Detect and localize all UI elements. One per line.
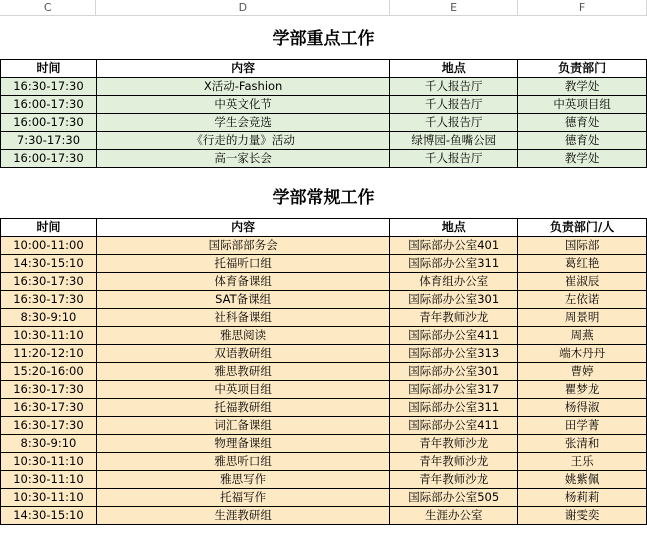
cell-owner[interactable]: 周景明 [518,309,647,327]
cell-location[interactable]: 国际部办公室311 [390,255,518,273]
cell-content[interactable]: 国际部部务会 [96,237,389,255]
cell-content[interactable]: SAT备课组 [96,291,389,309]
cell-location[interactable]: 绿博园-鱼嘴公园 [390,132,518,150]
cell-content[interactable]: 词汇备课组 [96,417,389,435]
column-header-e[interactable]: E [390,0,518,16]
table-row [1,150,647,168]
cell-owner[interactable]: 姚紫佩 [518,471,647,489]
cell-time[interactable]: 10:30-11:10 [1,471,97,489]
table-row [1,237,647,255]
table-row [1,489,647,507]
header-time[interactable]: 时间 [1,219,97,237]
table-row [1,453,647,471]
table-row [1,417,647,435]
cell-owner[interactable]: 谢雯奕 [518,507,647,525]
cell-owner[interactable]: 中英项目组 [518,96,647,114]
cell-owner[interactable]: 杨得淑 [518,399,647,417]
cell-content[interactable]: 《行走的力量》活动 [96,132,389,150]
table-row [1,132,647,150]
table-row [1,96,647,114]
table-row [1,507,647,525]
cell-owner[interactable]: 瞿梦龙 [518,381,647,399]
cell-time[interactable]: 8:30-9:10 [1,435,97,453]
cell-time[interactable]: 8:30-9:10 [1,309,97,327]
section1-header-row [1,60,647,78]
cell-location[interactable]: 国际部办公室301 [390,363,518,381]
cell-time[interactable]: 16:30-17:30 [1,291,97,309]
column-header-f[interactable]: F [518,0,647,16]
table-row [1,114,647,132]
cell-location[interactable]: 体育组办公室 [390,273,518,291]
cell-owner[interactable]: 崔淑辰 [518,273,647,291]
column-header-c[interactable]: C [0,0,96,16]
cell-time[interactable]: 10:00-11:00 [1,237,97,255]
cell-location[interactable]: 国际部办公室311 [390,399,518,417]
cell-location[interactable]: 青年教师沙龙 [390,435,518,453]
cell-content[interactable]: 中英项目组 [96,381,389,399]
table-row [1,363,647,381]
cell-content[interactable]: 托福写作 [96,489,389,507]
cell-time[interactable]: 14:30-15:10 [1,255,97,273]
cell-time[interactable]: 7:30-17:30 [1,132,97,150]
cell-owner[interactable]: 杨莉莉 [518,489,647,507]
table-row [1,78,647,96]
cell-time[interactable]: 16:00-17:30 [1,114,97,132]
cell-owner[interactable]: 张清和 [518,435,647,453]
section1-title[interactable]: 学部重点工作 [272,29,375,49]
cell-content[interactable]: 托福听口组 [96,255,389,273]
cell-content[interactable]: 物理备课组 [96,435,389,453]
cell-location[interactable]: 国际部办公室313 [390,345,518,363]
section2-header-row [1,219,647,237]
column-header-d[interactable]: D [96,0,390,16]
header-content[interactable]: 内容 [96,60,389,78]
cell-time[interactable]: 14:30-15:10 [1,507,97,525]
cell-owner[interactable]: 端木丹丹 [518,345,647,363]
cell-time[interactable]: 16:30-17:30 [1,399,97,417]
header-content[interactable]: 内容 [96,219,389,237]
cell-time[interactable]: 15:20-16:00 [1,363,97,381]
header-time[interactable]: 时间 [1,60,97,78]
cell-content[interactable]: 雅思教研组 [96,363,389,381]
cell-content[interactable]: 学生会竞选 [96,114,389,132]
table-row [1,327,647,345]
header-location[interactable]: 地点 [390,60,518,78]
table-row [1,273,647,291]
cell-content[interactable]: 社科备课组 [96,309,389,327]
table-row [1,309,647,327]
cell-owner[interactable]: 左依诺 [518,291,647,309]
cell-time[interactable]: 16:30-17:30 [1,78,97,96]
cell-content[interactable]: 托福教研组 [96,399,389,417]
cell-owner[interactable]: 田学菁 [518,417,647,435]
cell-location[interactable]: 千人报告厅 [390,96,518,114]
table-row [1,471,647,489]
section2-table [0,218,647,525]
cell-content[interactable]: 体育备课组 [96,273,389,291]
cell-location[interactable]: 国际部办公室317 [390,381,518,399]
table-row [1,255,647,273]
header-department[interactable]: 负责部门 [518,60,647,78]
cell-owner[interactable]: 王乐 [518,453,647,471]
table-row [1,399,647,417]
cell-location[interactable]: 国际部办公室505 [390,489,518,507]
cell-owner[interactable]: 德育处 [518,132,647,150]
cell-content[interactable]: 雅思阅读 [96,327,389,345]
cell-owner[interactable]: 曹婷 [518,363,647,381]
cell-content[interactable]: 雅思听口组 [96,453,389,471]
cell-location[interactable]: 千人报告厅 [390,78,518,96]
cell-location[interactable]: 国际部办公室401 [390,237,518,255]
table-row [1,345,647,363]
section1-table [0,59,647,168]
cell-location[interactable]: 千人报告厅 [390,150,518,168]
cell-location[interactable]: 青年教师沙龙 [390,471,518,489]
cell-owner[interactable]: 葛红艳 [518,255,647,273]
column-header-bar [0,0,647,16]
cell-owner[interactable]: 国际部 [518,237,647,255]
cell-time[interactable]: 16:30-17:30 [1,417,97,435]
cell-time[interactable]: 10:30-11:10 [1,327,97,345]
cell-content[interactable]: 雅思写作 [96,471,389,489]
cell-content[interactable]: 生涯教研组 [96,507,389,525]
cell-owner[interactable]: 周燕 [518,327,647,345]
table-row [1,381,647,399]
cell-time[interactable]: 16:30-17:30 [1,273,97,291]
header-department-person[interactable]: 负责部门/人 [518,219,647,237]
cell-location[interactable]: 国际部办公室301 [390,291,518,309]
cell-location[interactable]: 青年教师沙龙 [390,309,518,327]
section2-title[interactable]: 学部常规工作 [272,188,375,208]
table-row [1,291,647,309]
cell-location[interactable]: 国际部办公室411 [390,417,518,435]
cell-content[interactable]: 高一家长会 [96,150,389,168]
cell-content[interactable]: 中英文化节 [96,96,389,114]
cell-content[interactable]: X活动-Fashion [96,78,389,96]
header-location[interactable]: 地点 [390,219,518,237]
cell-time[interactable]: 11:20-12:10 [1,345,97,363]
cell-owner[interactable]: 教学处 [518,78,647,96]
cell-location[interactable]: 千人报告厅 [390,114,518,132]
cell-time[interactable]: 16:00-17:30 [1,96,97,114]
table-row [1,435,647,453]
cell-location[interactable]: 青年教师沙龙 [390,453,518,471]
cell-owner[interactable]: 德育处 [518,114,647,132]
cell-time[interactable]: 16:30-17:30 [1,381,97,399]
cell-content[interactable]: 双语教研组 [96,345,389,363]
cell-location[interactable]: 国际部办公室411 [390,327,518,345]
cell-time[interactable]: 16:00-17:30 [1,150,97,168]
cell-owner[interactable]: 教学处 [518,150,647,168]
cell-time[interactable]: 10:30-11:10 [1,489,97,507]
cell-time[interactable]: 10:30-11:10 [1,453,97,471]
cell-location[interactable]: 生涯办公室 [390,507,518,525]
